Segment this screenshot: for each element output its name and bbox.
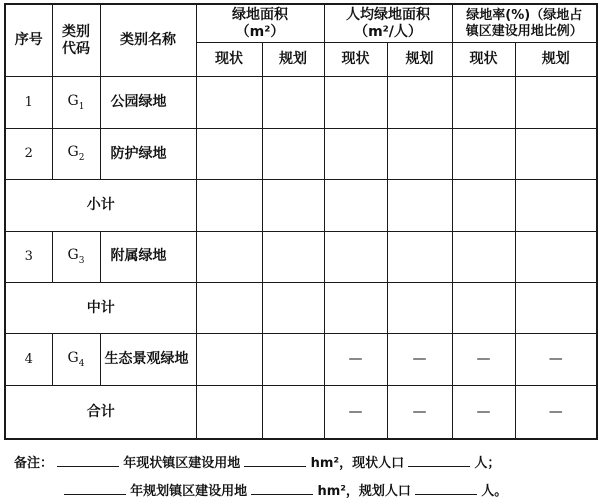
cell-area-current <box>196 385 262 439</box>
cell-rate-planned: — <box>515 334 597 385</box>
header-area-planned: 规划 <box>262 43 324 77</box>
blank-current-year <box>57 453 119 467</box>
cell-rate-planned <box>515 231 597 282</box>
cell-area-planned <box>262 334 324 385</box>
subtotal-row <box>5 180 597 231</box>
row-seq: 4 <box>5 334 52 385</box>
row-seq: 1 <box>5 77 52 128</box>
notes-line-2 <box>14 480 600 499</box>
cell-area-current <box>196 128 262 179</box>
table-row <box>5 231 597 282</box>
row-name: 公园绿地 <box>100 77 196 128</box>
cell-area-planned <box>262 385 324 439</box>
header-per-capita: 人均绿地面积 （m²/人） <box>324 4 452 43</box>
cell-percap-planned: — <box>387 334 452 385</box>
notes-label: 备注： <box>14 456 54 471</box>
cell-area-planned <box>262 231 324 282</box>
cell-percap-current <box>324 77 387 128</box>
table-row <box>5 128 597 179</box>
blank-planned-year <box>64 481 126 495</box>
cell-area-planned <box>262 77 324 128</box>
row-seq: 2 <box>5 128 52 179</box>
cell-rate-planned <box>515 77 597 128</box>
row-code: $G_3$ <box>52 231 100 282</box>
notes-planned-unit: 人。 <box>481 484 508 499</box>
row-code: $G_2$ <box>52 128 100 179</box>
header-name: 类别名称 <box>100 4 196 77</box>
cell-rate-planned <box>515 128 597 179</box>
cell-rate-current: — <box>452 334 515 385</box>
notes-planned-pop: hm²，规划人口 <box>317 484 411 499</box>
cell-rate-planned <box>515 283 597 334</box>
header-percap-current: 现状 <box>324 43 387 77</box>
notes-current-pop: hm²，现状人口 <box>310 456 405 471</box>
cell-area-current <box>196 180 262 231</box>
cell-area-current <box>196 334 262 385</box>
table-row <box>5 77 597 128</box>
cell-percap-current <box>324 128 387 179</box>
cell-percap-planned: — <box>387 385 452 439</box>
header-rate-current: 现状 <box>452 43 515 77</box>
cell-area-current <box>196 77 262 128</box>
cell-percap-planned <box>387 231 452 282</box>
notes-current-unit: 人； <box>474 456 501 471</box>
cell-area-planned <box>262 283 324 334</box>
notes-current-land: 年现状镇区建设用地 <box>123 456 241 471</box>
cell-percap-planned <box>387 180 452 231</box>
cell-percap-current: — <box>324 385 387 439</box>
row-name: 附属绿地 <box>100 231 196 282</box>
cell-percap-current: — <box>324 334 387 385</box>
cell-percap-current <box>324 283 387 334</box>
cell-rate-planned: — <box>515 385 597 439</box>
cell-rate-current <box>452 283 515 334</box>
subtotal-label: 中计 <box>5 283 196 334</box>
header-area: 绿地面积 （m²） <box>196 4 324 43</box>
cell-percap-planned <box>387 283 452 334</box>
header-code: 类别 代码 <box>52 4 100 77</box>
notes-planned-land: 年规划镇区建设用地 <box>130 484 248 499</box>
cell-area-planned <box>262 180 324 231</box>
cell-rate-current <box>452 128 515 179</box>
green-space-table <box>4 3 598 440</box>
header-area-current: 现状 <box>196 43 262 77</box>
blank-planned-pop <box>415 481 477 495</box>
total-label: 合计 <box>5 385 196 439</box>
header-seq: 序号 <box>5 4 52 77</box>
table-row <box>5 334 597 385</box>
row-name: 防护绿地 <box>100 128 196 179</box>
header-percap-planned: 规划 <box>387 43 452 77</box>
cell-rate-current <box>452 77 515 128</box>
blank-current-pop <box>408 453 470 467</box>
cell-rate-current: — <box>452 385 515 439</box>
blank-current-land <box>244 453 306 467</box>
row-code: $G_1$ <box>52 77 100 128</box>
row-seq: 3 <box>5 231 52 282</box>
cell-area-current <box>196 283 262 334</box>
header-rate-planned: 规划 <box>515 43 597 77</box>
cell-percap-current <box>324 180 387 231</box>
cell-rate-current <box>452 180 515 231</box>
subtotal-label: 小计 <box>5 180 196 231</box>
blank-planned-land <box>251 481 313 495</box>
row-code: $G_4$ <box>52 334 100 385</box>
notes-line-1 <box>14 452 594 471</box>
header-row-1 <box>5 4 597 43</box>
row-name: 生态景观绿地 <box>100 334 196 385</box>
subtotal-row <box>5 283 597 334</box>
cell-area-current <box>196 231 262 282</box>
cell-area-planned <box>262 128 324 179</box>
cell-rate-current <box>452 231 515 282</box>
header-rate: 绿地率(%)（绿地占 镇区建设用地比例） <box>452 4 597 43</box>
total-row <box>5 385 597 439</box>
cell-percap-planned <box>387 77 452 128</box>
cell-percap-planned <box>387 128 452 179</box>
cell-rate-planned <box>515 180 597 231</box>
cell-percap-current <box>324 231 387 282</box>
